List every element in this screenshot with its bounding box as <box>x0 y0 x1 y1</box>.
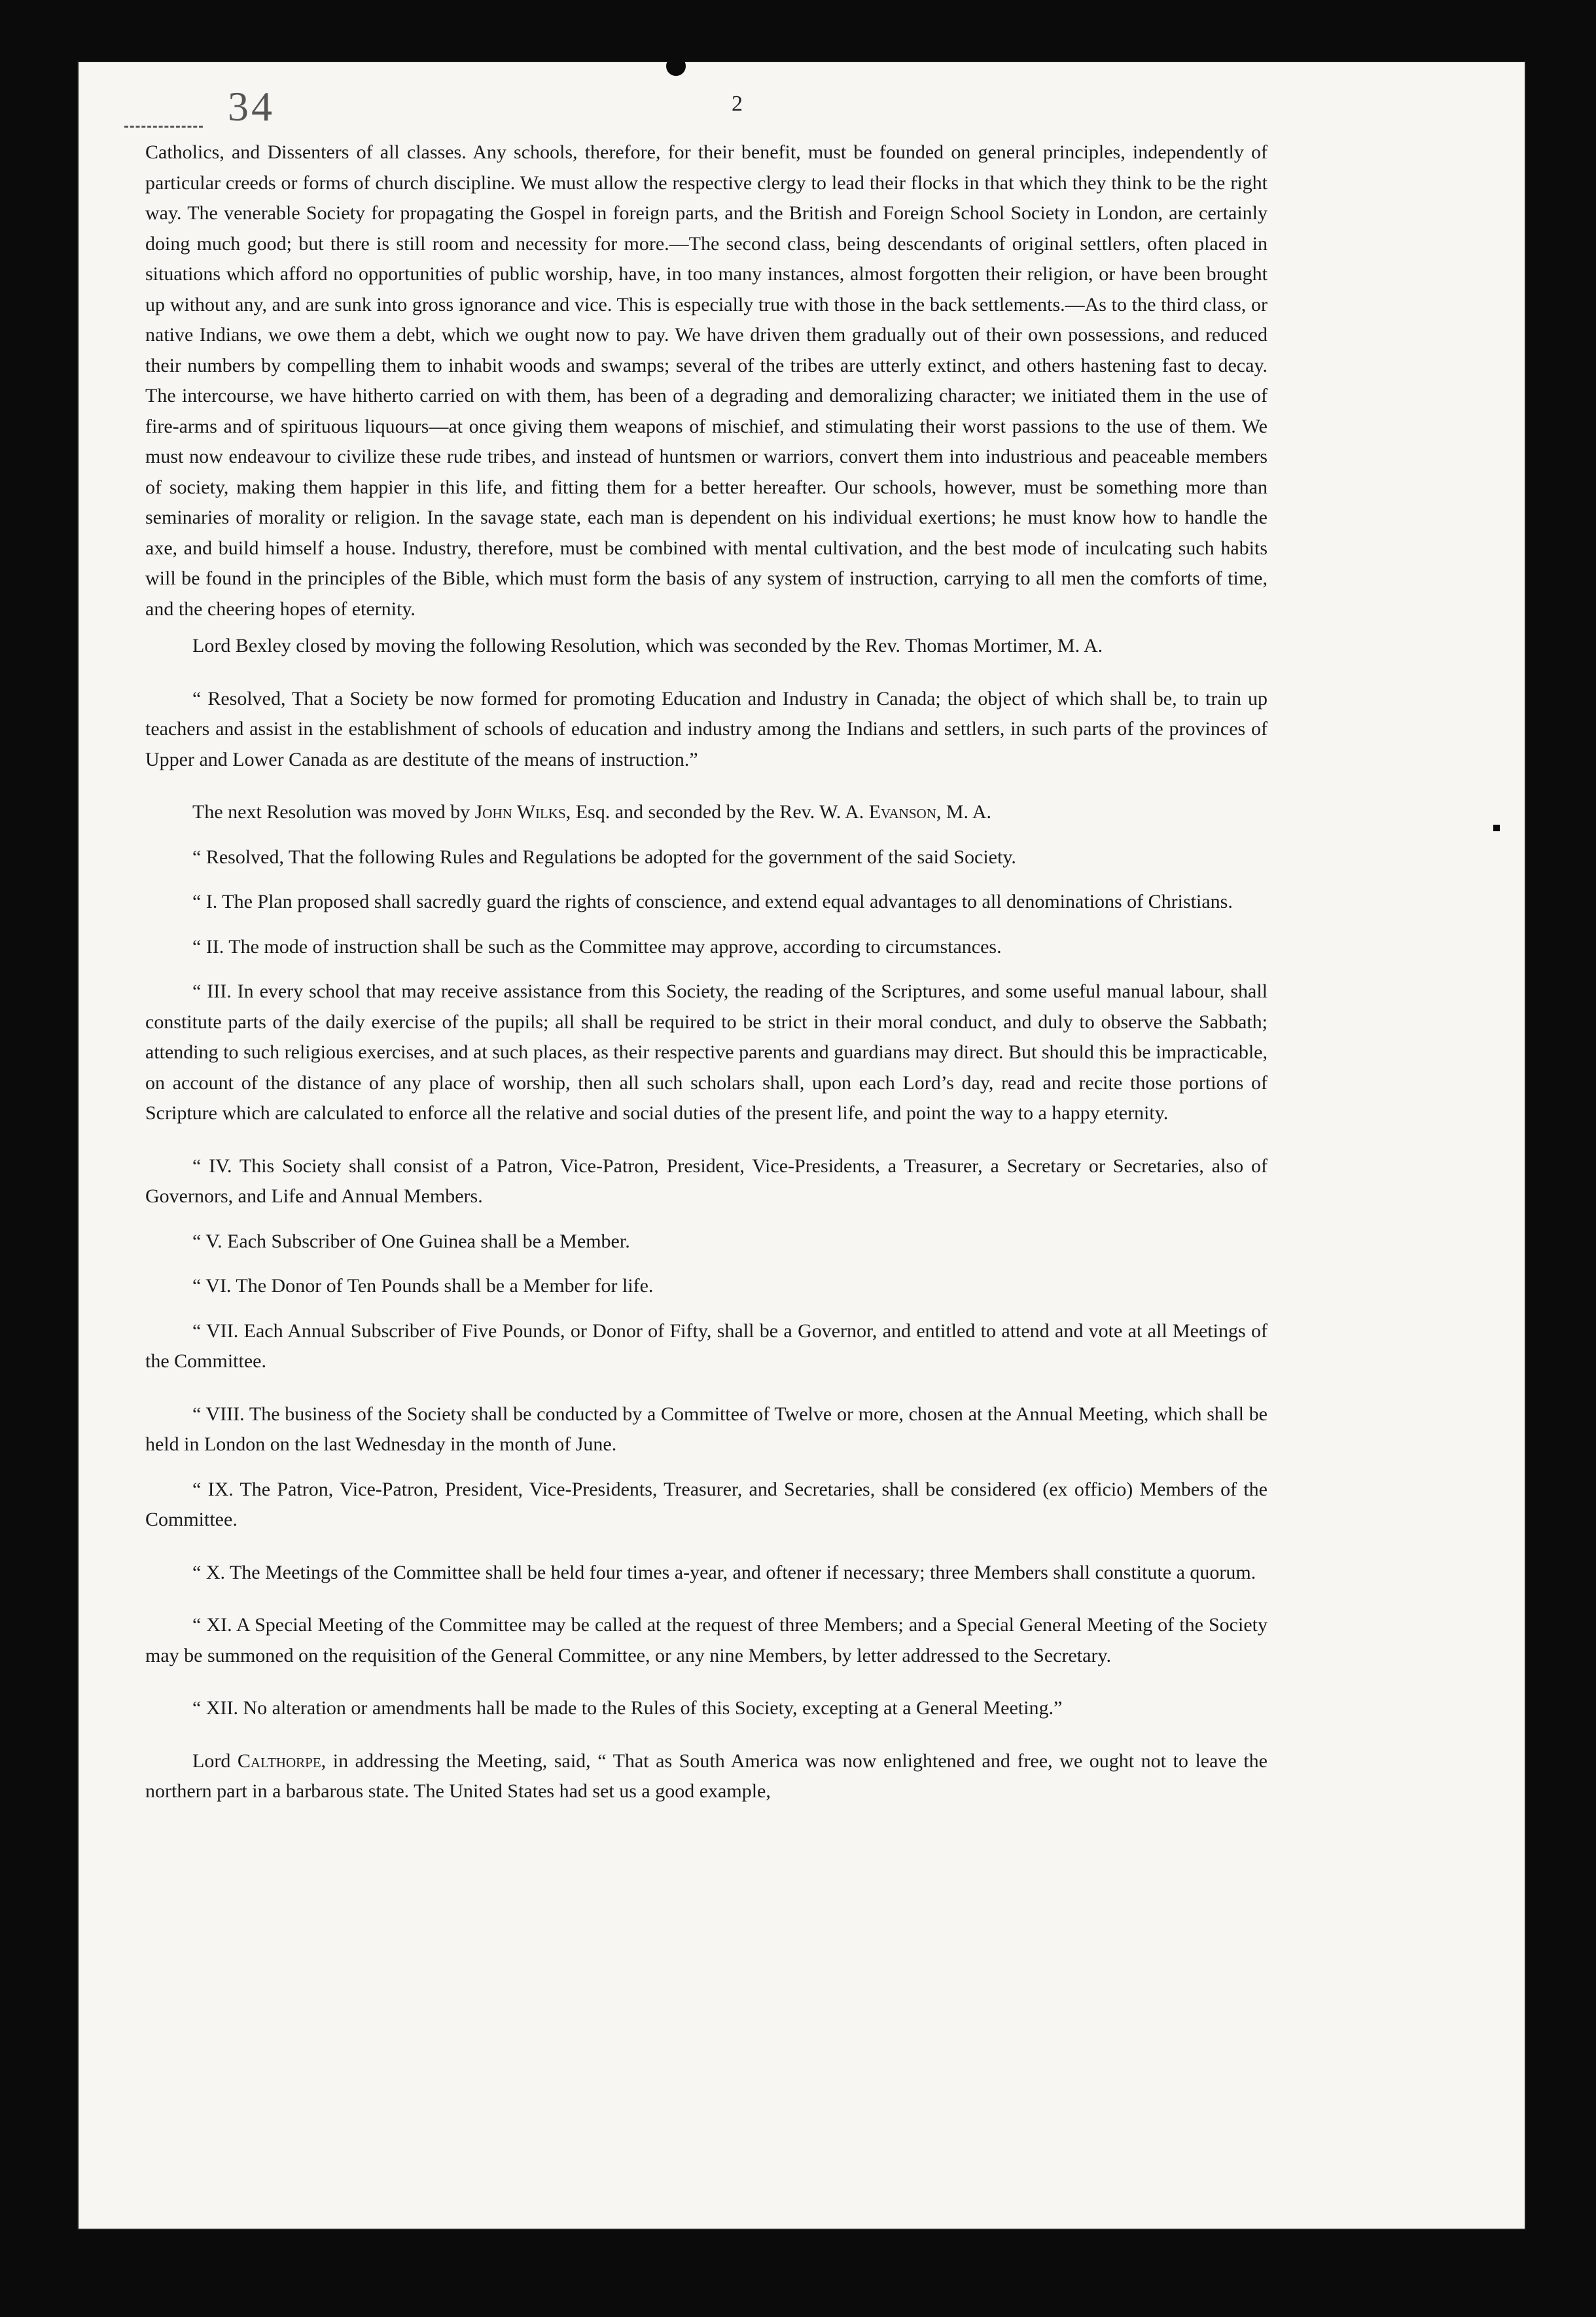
paragraph <box>145 797 1268 828</box>
ink-speck <box>1493 825 1500 831</box>
rule-2: “ II. The mode of instruction shall be such as the Committee may approve, according to circumstances. <box>192 935 1002 958</box>
rule-3: “ III. In every school that may receive assistance from this Society, the reading of the Scriptures, and some useful manual labour, shall constitute parts of the daily exercise of the pupils; all shall be required to be strict in their moral conduct, and duly to observe the Sabbath; attending to such religious exercises, and at such places, as their respective parents and guardians may direct. But should this be impracticable, on account of the distance of any place of worship, then all such scholars shall, upon each Lord’s day, read and recite those portions of Scripture which are calculated to enforce all the relative and social duties of the present life, and point the way to a happy eternity. <box>145 980 1268 1124</box>
resolution-2: “ Resolved, That the following Rules and Regulations be adopted for the government of the said Society. <box>192 846 1016 868</box>
person-name: Calthorpe <box>237 1750 321 1772</box>
binding-mark <box>1536 1244 1556 1518</box>
rule-10: “ X. The Meetings of the Committee shall be held four times a-year, and oftener if necessary; three Members shall constitute a quorum. <box>192 1561 1256 1583</box>
resolution-1: “ Resolved, That a Society be now formed for promoting Education and Industry in Canada; the object of which shall be, to train up teachers and assist in the establishment of schools of education and industry among the Indians and settlers, in such parts of the provinces of Upper and Lower Canada as are destitute of the means of instruction.” <box>145 687 1268 770</box>
rule-6: “ VI. The Donor of Ten Pounds shall be a Member for life. <box>192 1275 654 1297</box>
binding-mark <box>1538 1793 1553 2003</box>
binding-mark <box>1531 1201 1555 1225</box>
text-run: Lord <box>192 1750 238 1772</box>
rule-1: “ I. The Plan proposed shall sacredly guard the rights of conscience, and extend equal advantages to all denominations of Christians. <box>192 891 1233 912</box>
rule-4: “ IV. This Society shall consist of a Patron, Vice-Patron, President, Vice-Presidents, a Treasurer, a Secretary or Secretaries, also of Governors, and Life and Annual Members. <box>145 1155 1268 1207</box>
ink-blot <box>666 56 686 76</box>
rule-8: “ VIII. The business of the Society shall be conducted by a Committee of Twelve or more, chosen at the Annual Meeting, which shall be held in London on the last Wednesday in the month of June. <box>145 1403 1268 1455</box>
folio-number: 34 <box>228 83 275 130</box>
binding-mark <box>1540 877 1550 916</box>
paragraph: Catholics, and Dissenters of all classes. Any schools, therefore, for their benefit, must be founded on general principles, independently of particular creeds or forms of church discipline. We must allow the respective clergy to lead their flocks in that which they think to be the right way. The venerable Society for propagating the Gospel in foreign parts, and the British and Foreign School Society in London, are certainly doing much good; but there is still room and necessity for more.—The second class, being descendants of original settlers, often placed in situations which afford no opportunities of public worship, have, in too many instances, almost forgotten their religion, or have been brought up without any, and are sunk into gross ignorance and vice. This is especially true with those in the back settlements.—As to the third class, or native Indians, we owe them a debt, which we ought now to pay. We have driven them gradually out of their own possessions, and reduced their numbers by compelling them to inhabit woods and swamps; several of the tribes are utterly extinct, and others hastening fast to decay. The intercourse, we have hitherto carried on with them, has been of a degrading and demoralizing character; we initiated them in the use of fire-arms and of spirituous liquours—at once giving them weapons of mischief, and stimulating their worst passions to the use of them. We must now endeavour to civilize these rude tribes, and instead of huntsmen or warriors, convert them into industrious and peaceable members of society, making them happier in this life, and fitting them for a better hereafter. Our schools, however, must be something more than seminaries of morality or religion. In the savage state, each man is dependent on his individual exertions; he must know how to handle the axe, and build himself a house. Industry, therefore, must be combined with mental cultivation, and the best mode of inculcating such habits will be found in the principles of the Bible, which must form the basis of any system of instruction, carrying to all men the comforts of time, and the cheering hopes of eternity. <box>145 141 1268 620</box>
text-run: , Esq. and seconded by the Rev. W. A. <box>565 801 869 823</box>
rule-7: “ VII. Each Annual Subscriber of Five Pounds, or Donor of Fifty, shall be a Governor, and entitled to attend and vote at all Meetings of the Committee. <box>145 1320 1268 1372</box>
person-name: Evanson <box>868 801 936 823</box>
binding-mark <box>1533 586 1557 610</box>
text-run: The next Resolution was moved by <box>192 801 475 823</box>
rule-11: “ XI. A Special Meeting of the Committee may be called at the request of three Members; and a Special General Meeting of the Society may be summoned on the requisition of the General Committee, or any nine Members, by letter addressed to the Secretary. <box>145 1614 1268 1666</box>
binding-edge <box>1517 92 1563 2186</box>
edge-mark <box>17 1761 30 1787</box>
text-run: , M. A. <box>936 801 992 823</box>
margin-dashes <box>124 126 203 128</box>
rule-12: “ XII. No alteration or amendments hall be made to the Rules of this Society, excepting at a General Meeting.” <box>192 1697 1063 1719</box>
rule-9: “ IX. The Patron, Vice-Patron, President, Vice-Presidents, Treasurer, and Secretaries, shall be considered (ex officio) Members of the Committee. <box>145 1478 1268 1530</box>
paragraph: Lord Bexley closed by moving the following Resolution, which was seconded by the Rev. Thomas Mortimer, M. A. <box>192 635 1103 656</box>
binding-mark <box>1532 507 1556 531</box>
page-number: 2 <box>732 92 743 116</box>
text-run: , in addressing the Meeting, said, “ That as South America was now enlightened and free, we ought not to leave the northern part in a barbarous state. The United States had set us a good example, <box>145 1750 1268 1802</box>
person-name: John Wilks <box>474 801 566 823</box>
rule-5: “ V. Each Subscriber of One Guinea shall be a Member. <box>192 1230 630 1252</box>
paragraph <box>145 1746 1268 1807</box>
body-text <box>145 137 1268 1807</box>
